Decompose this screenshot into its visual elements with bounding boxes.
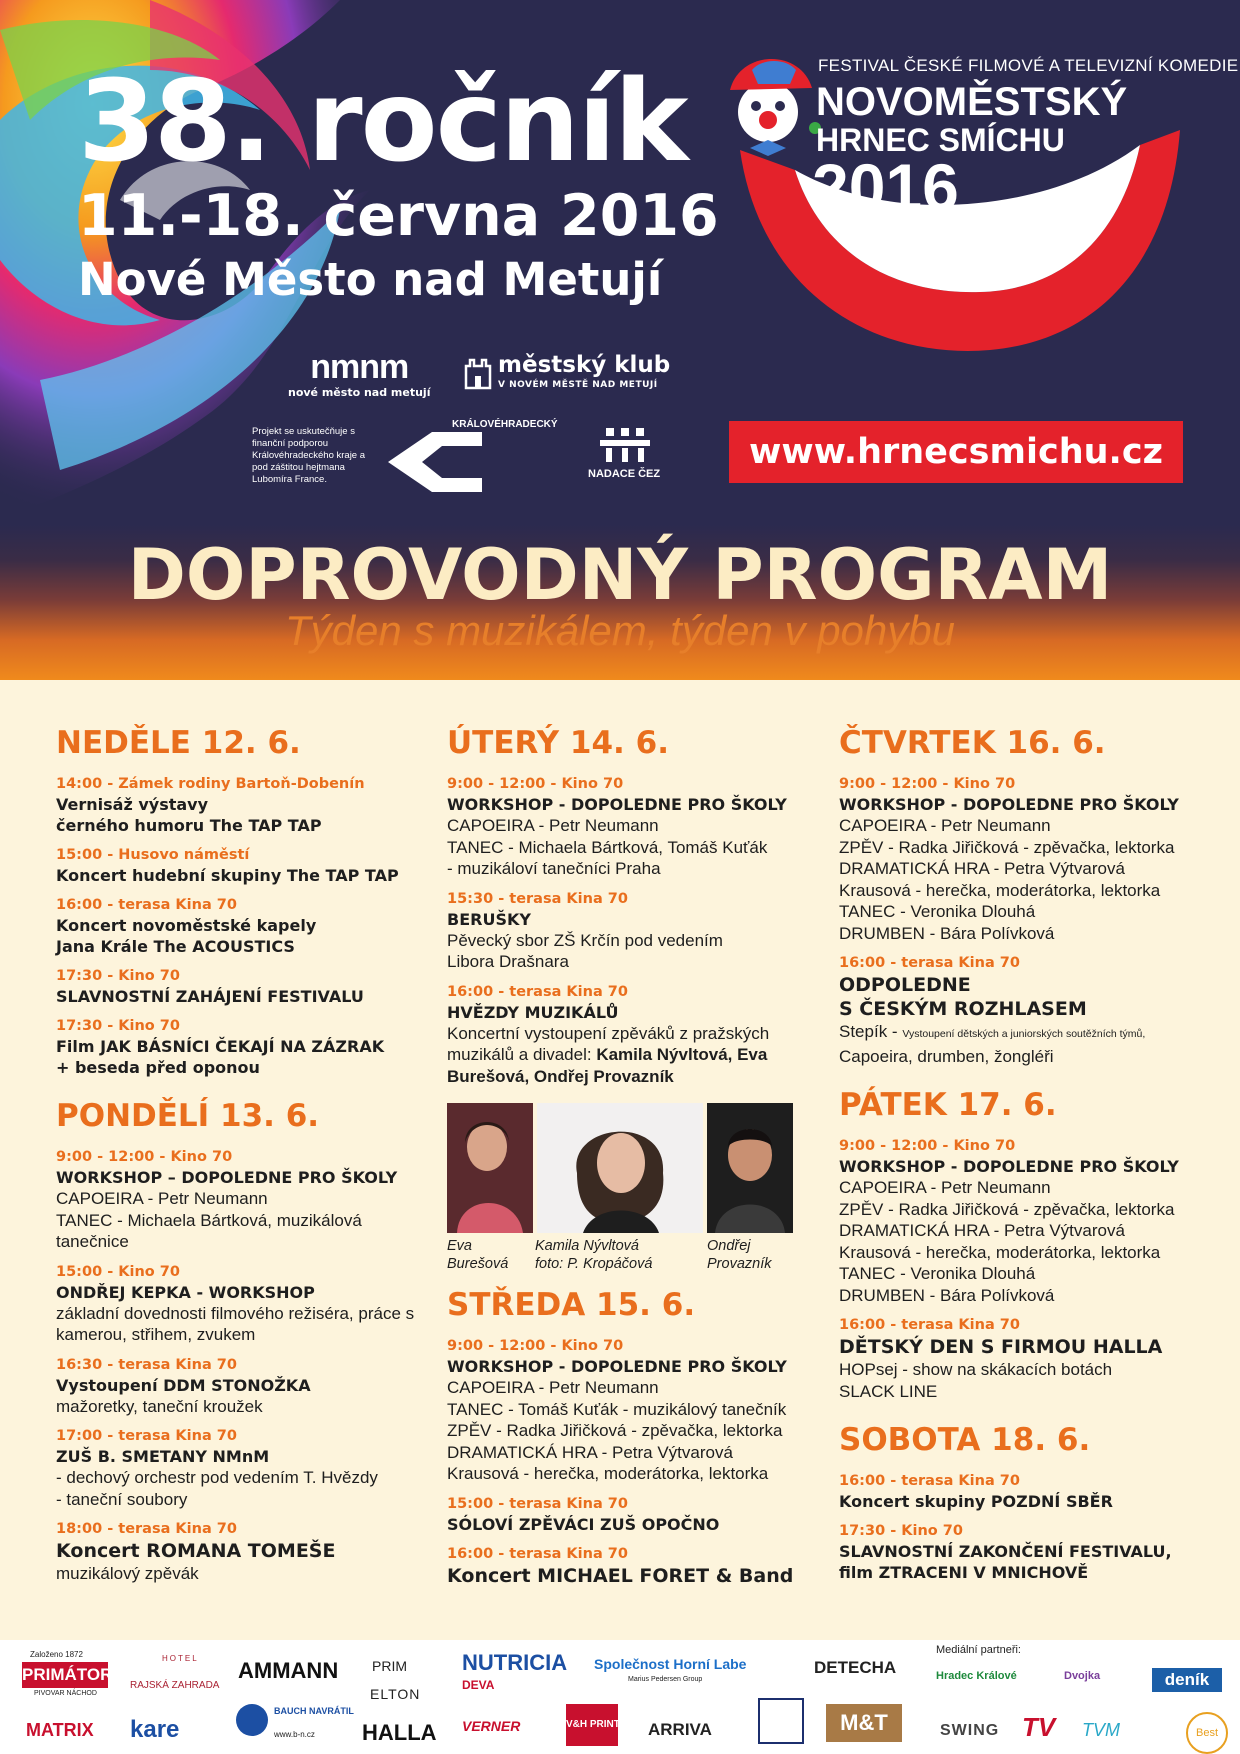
rajska-zahrada-logo: RAJSKÁ ZAHRADA: [130, 1680, 220, 1691]
website-link[interactable]: www.hrnecsmichu.cz: [729, 421, 1183, 483]
festival-town: Nové Město nad Metují: [78, 253, 663, 306]
event-heading: Vernisáž výstavy černého humoru The TAP TAP: [56, 795, 322, 835]
event-time: 15:30 - terasa Kina 70: [447, 890, 628, 907]
event-time: 9:00 - 12:00 - Kino 70: [839, 1138, 1016, 1154]
event-description-text: Capoeira, drumben, žongléři: [839, 1046, 1054, 1066]
event-heading: SLAVNOSTNÍ ZAHÁJENÍ FESTIVALU: [56, 987, 364, 1006]
edition-title: 38. ročník: [78, 57, 687, 187]
event-time: 16:00 - terasa Kina 70: [56, 897, 237, 913]
event-heading: ODPOLEDNE S ČESKÝM ROZHLASEM: [839, 974, 1087, 1020]
day-title-wednesday: STŘEDA 15. 6.: [447, 1287, 696, 1323]
poster-header: [0, 0, 1240, 680]
event-time: 16:00 - terasa Kina 70: [839, 1473, 1020, 1489]
cez-name: NADACE ČEZ: [588, 468, 661, 480]
event-description: [839, 1021, 1209, 1067]
portrait-man-icon: [707, 1103, 793, 1233]
event-heading: WORKSHOP - DOPOLEDNE PRO ŠKOLY: [447, 795, 787, 814]
event-description: - dechový orchestr pod vedením T. Hvězdy - taneční soubory: [56, 1468, 378, 1509]
event-time: 17:00 - terasa Kina 70: [56, 1428, 237, 1444]
detecha-logo: DETECHA: [814, 1658, 897, 1677]
event-heading: DĚTSKÝ DEN S FIRMOU HALLA: [839, 1336, 1163, 1358]
event-description: základní dovednosti filmového režiséra, práce s kamerou, střihem, zvukem: [56, 1303, 415, 1344]
event-heading: SLAVNOSTNÍ ZAKONČENÍ FESTIVALU, film ZTRACENI V MNICHOVĚ: [839, 1542, 1172, 1582]
klub-sub: V NOVÉM MĚSTĚ NAD METUJÍ: [498, 380, 658, 390]
day-title-sunday: NEDĚLE 12. 6.: [56, 725, 301, 761]
day-title-friday: PÁTEK 17. 6.: [839, 1087, 1057, 1123]
nutricia-logo: NUTRICIA: [462, 1650, 568, 1675]
sponsor-strip: [0, 1640, 1240, 1754]
event-time: 9:00 - 12:00 - Kino 70: [447, 1338, 624, 1354]
event-item: [56, 1520, 426, 1585]
horni-labe-logo: Společnost Horní Labe: [594, 1656, 747, 1672]
bauch-navratil-url: www.b-n.cz: [274, 1730, 315, 1739]
event-item: [839, 1137, 1209, 1306]
kraj-name: KRÁLOVÉHRADECKÝ KRAJ: [452, 419, 558, 443]
event-description-text: Koncertní vystoupení zpěváků z pražských muzikálů a divadel:: [447, 1023, 770, 1064]
event-heading: Koncert hudební skupiny The TAP TAP: [56, 866, 399, 885]
festival-name-line1: NOVOMĚSTSKÝ: [816, 80, 1128, 124]
event-item: [447, 1337, 817, 1485]
event-heading: WORKSHOP – DOPOLEDNE PRO ŠKOLY: [56, 1168, 398, 1187]
photo-caption: Kamila Nývltová foto: P. Kropáčová: [535, 1238, 653, 1272]
event-item: [447, 775, 817, 880]
event-description: CAPOEIRA - Petr Neumann TANEC - Michaela Bártková, Tomáš Kuťák - muzikáloví tanečníci Praha: [447, 816, 768, 878]
program-subtitle: Týden s muzikálem, týden v pohybu: [285, 607, 955, 654]
mt-logo: M&T: [826, 1704, 902, 1742]
nmnm-logo: [288, 350, 430, 399]
event-heading: ZUŠ B. SMETANY NMnM: [56, 1447, 270, 1466]
photo-kamila-nyvltova: [537, 1103, 703, 1233]
nmnm-mark: nmnm: [310, 348, 409, 386]
event-time: 18:00 - terasa Kina 70: [56, 1521, 237, 1537]
event-description-small: Vystoupení dětských a juniorských soutěžních týmů,: [902, 1028, 1146, 1040]
day-title-monday: PONDĚLÍ 13. 6.: [56, 1098, 320, 1134]
event-performers: Kamila Nývltová, Eva Burešová, Ondřej Provazník: [447, 1045, 768, 1086]
event-heading: ONDŘEJ KEPKA - WORKSHOP: [56, 1282, 315, 1302]
tvm-logo: TVM: [1082, 1720, 1120, 1740]
klub-name: městský klub: [498, 352, 671, 378]
photo-caption: Ondřej Provazník: [707, 1238, 772, 1272]
event-time: 17:30 - Kino 70: [56, 968, 180, 984]
event-item: [839, 1522, 1209, 1583]
matrix-logo: MATRIX: [26, 1720, 94, 1740]
elton-logo: ELTON: [370, 1686, 421, 1702]
event-description: CAPOEIRA - Petr Neumann TANEC - Michaela Bártková, muzikálová tanečnice: [56, 1189, 362, 1251]
event-time: 16:00 - terasa Kina 70: [447, 1545, 628, 1562]
program-title: DOPROVODNÝ PROGRAM: [127, 534, 1113, 616]
photo-eva-buresova: [447, 1103, 533, 1233]
halla-logo: HALLA: [362, 1720, 437, 1745]
festival-kicker: FESTIVAL ČESKÉ FILMOVÉ A TELEVIZNÍ KOMEDIE: [818, 56, 1239, 75]
hradec-kralove-logo: Hradec Králové: [936, 1670, 1017, 1682]
event-time: 17:30 - Kino 70: [839, 1523, 963, 1539]
primator-sub: PIVOVAR NÁCHOD: [34, 1690, 97, 1697]
event-description-lead: Stepík -: [839, 1022, 898, 1041]
hotel-label: HOTEL: [162, 1654, 199, 1663]
ko-logo-icon: [758, 1698, 804, 1744]
portrait-woman-icon: [447, 1103, 533, 1233]
event-time: 15:00 - terasa Kina 70: [447, 1495, 628, 1512]
event-time: 15:00 - Husovo náměstí: [56, 847, 250, 863]
event-item: [447, 1495, 817, 1535]
arriva-logo: ARRIVA: [648, 1720, 712, 1739]
event-item: [56, 1017, 426, 1078]
castle-icon: [464, 354, 492, 390]
dvojka-logo: Dvojka: [1064, 1670, 1101, 1682]
event-description: [447, 1023, 817, 1088]
photo-caption: Eva Burešová: [447, 1238, 509, 1272]
event-heading: HVĚZDY MUZIKÁLŮ: [447, 1002, 619, 1022]
event-time: 16:00 - terasa Kina 70: [839, 955, 1020, 971]
portrait-woman-icon: [537, 1103, 703, 1233]
event-time: 14:00 - Zámek rodiny Bartoň-Dobenín: [56, 776, 365, 792]
kare-logo: kare: [130, 1716, 180, 1743]
vh-print-logo: V&H PRINT: [566, 1704, 618, 1746]
bauch-navratil-logo: BAUCH NAVRÁTIL: [274, 1706, 354, 1716]
event-heading: WORKSHOP - DOPOLEDNE PRO ŠKOLY: [447, 1357, 787, 1376]
best-logo: Best: [1186, 1712, 1228, 1754]
event-description: HOPsej - show na skákacích botách SLACK LINE: [839, 1360, 1113, 1401]
event-heading: WORKSHOP - DOPOLEDNE PRO ŠKOLY: [839, 1157, 1179, 1176]
event-description: Pěvecký sbor ZŠ Krčín pod vedením Libora Drašnara: [447, 930, 723, 971]
event-description: mažoretky, taneční kroužek: [56, 1396, 263, 1416]
nmnm-sub: nové město nad metují: [288, 386, 431, 399]
festival-year: 2016: [812, 150, 959, 224]
event-item: [839, 775, 1209, 944]
day-title-tuesday: ÚTERÝ 14. 6.: [447, 725, 669, 761]
deva-logo: DEVA: [462, 1678, 495, 1692]
event-heading: Koncert skupiny POZDNÍ SBĚR: [839, 1492, 1113, 1511]
event-time: 17:30 - Kino 70: [56, 1018, 180, 1034]
event-item: [56, 775, 426, 836]
event-item: [56, 967, 426, 1007]
event-time: 16:00 - terasa Kina 70: [839, 1317, 1020, 1333]
event-description: muzikálový zpěvák: [56, 1564, 199, 1583]
media-partners-label: Mediální partneři:: [936, 1644, 1021, 1656]
event-time: 16:00 - terasa Kina 70: [447, 983, 628, 1000]
event-heading: Koncert MICHAEL FORET & Band: [447, 1564, 794, 1587]
event-time: 9:00 - 12:00 - Kino 70: [56, 1149, 233, 1165]
event-time: 9:00 - 12:00 - Kino 70: [839, 776, 1016, 792]
event-heading: Koncert ROMANA TOMEŠE: [56, 1540, 336, 1562]
day-title-thursday: ČTVRTEK 16. 6.: [839, 725, 1106, 761]
event-description: CAPOEIRA - Petr Neumann ZPĚV - Radka Jiřičková - zpěvačka, lektorka DRAMATICKÁ HRA - Petra Výtvarová Krausová - herečka, moderátorka, lektorka TANEC - Veronika Dlouhá DRUMBEN - Bára Polívková: [839, 1178, 1175, 1305]
event-item: [447, 1545, 817, 1588]
event-item: [839, 954, 1209, 1067]
event-heading: Koncert novoměstské kapely Jana Krále The ACOUSTICS: [56, 916, 317, 956]
program-column-3: [839, 725, 1209, 1593]
program-column-1: [56, 725, 426, 1595]
event-item: [447, 890, 817, 973]
day-title-saturday: SOBOTA 18. 6.: [839, 1422, 1091, 1458]
photo-ondrej-provaznik: [707, 1103, 793, 1233]
festival-name-line2: HRNEC SMÍCHU: [816, 122, 1065, 158]
event-heading: SÓLOVÍ ZPĚVÁCI ZUŠ OPOČNO: [447, 1514, 720, 1534]
event-item: [56, 896, 426, 957]
bauch-navratil-icon: [236, 1704, 268, 1736]
program-column-2: [447, 725, 817, 1598]
event-item: [56, 1263, 426, 1346]
cez-logo-icon: [600, 426, 650, 464]
event-time: 16:30 - terasa Kina 70: [56, 1356, 237, 1373]
prim-logo: PRIM: [372, 1658, 407, 1674]
event-item: [56, 1427, 426, 1510]
event-item: [839, 1472, 1209, 1512]
primator-established: Založeno 1872: [30, 1650, 83, 1659]
primator-logo: PRIMÁTOR: [22, 1662, 108, 1688]
denik-logo: deník: [1152, 1668, 1222, 1692]
event-description: CAPOEIRA - Petr Neumann TANEC - Tomáš Kuťák - muzikálový tanečník ZPĚV - Radka Jiřičková - zpěvačka, lektorka DRAMATICKÁ HRA - Petra Výtvarová Krausová - herečka, moderátorka, lektorka: [447, 1378, 787, 1483]
event-item: [56, 1148, 426, 1253]
event-heading: Film JAK BÁSNÍCI ČEKAJÍ NA ZÁZRAK + beseda před oponou: [56, 1037, 385, 1077]
event-heading: Vystoupení DDM STONOŽKA: [56, 1375, 311, 1395]
event-item: [839, 1316, 1209, 1402]
event-item: [447, 983, 817, 1088]
event-item: [56, 1356, 426, 1418]
ammann-logo: AMMANN: [238, 1658, 339, 1683]
event-description: CAPOEIRA - Petr Neumann ZPĚV - Radka Jiřičková - zpěvačka, lektorka DRAMATICKÁ HRA - Petra Výtvarová Krausová - herečka, moderátorka, lektorka TANEC - Veronika Dlouhá DRUMBEN - Bára Polívková: [839, 816, 1175, 943]
event-heading: WORKSHOP - DOPOLEDNE PRO ŠKOLY: [839, 795, 1179, 814]
event-heading: BERUŠKY: [447, 909, 531, 929]
event-item: [56, 846, 426, 886]
horni-labe-sub: Marius Pedersen Group: [628, 1676, 703, 1683]
swing-logo: SWING: [940, 1722, 1000, 1739]
event-time: 9:00 - 12:00 - Kino 70: [447, 776, 624, 792]
kraj-support-note: Projekt se uskutečňuje s finanční podporou Královéhradeckého kraje a pod záštitou hejtmana Lubomíra France.: [252, 426, 366, 485]
festival-dates: 11.-18. června 2016: [78, 183, 719, 249]
event-time: 15:00 - Kino 70: [56, 1263, 180, 1280]
performer-photos: [447, 1103, 793, 1272]
tv-magazin-logo: TV: [1022, 1712, 1056, 1742]
verner-logo: VERNER: [462, 1718, 521, 1734]
